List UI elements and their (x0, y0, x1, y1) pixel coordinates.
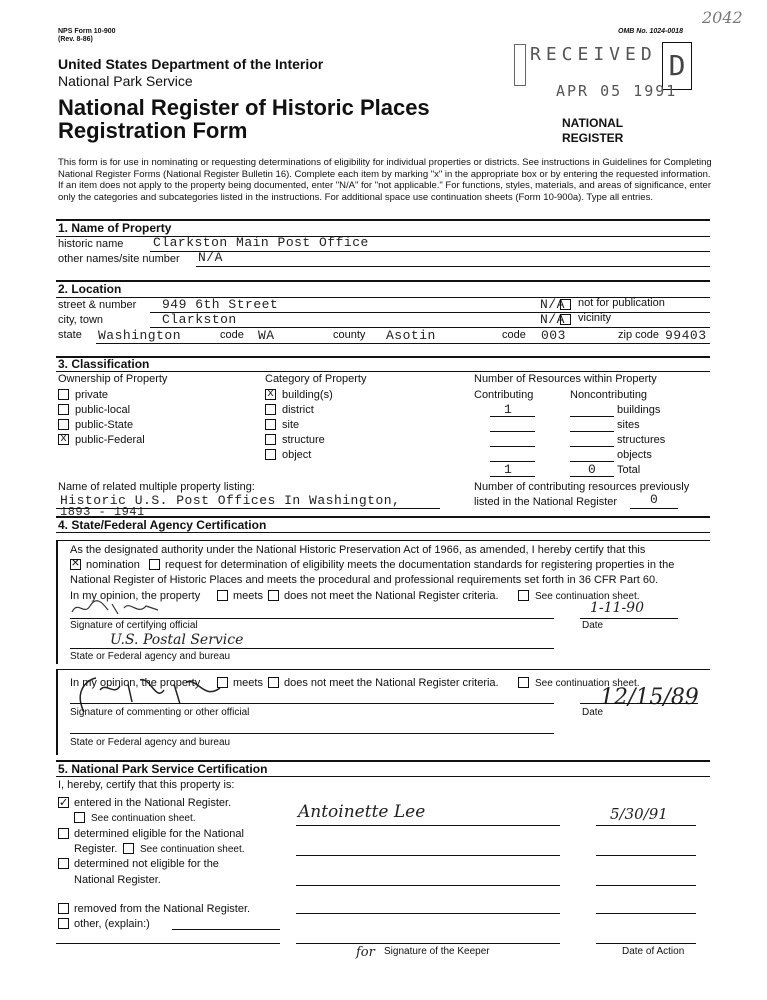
not-meets-checkbox[interactable] (268, 590, 279, 601)
street-value[interactable]: 949 6th Street (162, 297, 279, 312)
res-total-label: Total (617, 464, 641, 476)
street-label: street & number (58, 299, 137, 311)
category-structure-label: structure (282, 434, 325, 446)
cont-sheet-checkbox-2[interactable] (518, 677, 529, 688)
cert-text-1: As the designated authority under the National Historic Preservation Act of 1966, as amended, I hereby certify that this (70, 544, 646, 556)
opinion-text-2: In my opinion, the property (70, 677, 201, 689)
stamp-d-box: D (662, 42, 692, 90)
category-site-label: site (282, 419, 300, 431)
form-title-2: Registration Form (58, 118, 248, 143)
omb-number: OMB No. 1024-0018 (618, 28, 683, 35)
agency-bureau-label-1: State or Federal agency and bureau (70, 651, 231, 662)
category-district-checkbox[interactable] (265, 404, 276, 415)
certifying-signature-label: Signature of certifying official (70, 620, 198, 631)
department: United States Department of the Interior (58, 56, 324, 72)
agency-bureau-label-2: State or Federal agency and bureau (70, 737, 231, 748)
nomination-checkbox[interactable]: × (71, 556, 80, 572)
nfp-label: not for publication (578, 297, 665, 309)
commenting-date-label: Date (582, 707, 604, 718)
city-label: city, town (58, 314, 104, 326)
other-label: other, (explain:) (74, 918, 150, 930)
certifying-date-label: Date (582, 620, 604, 631)
category-heading: Category of Property (265, 373, 367, 385)
commenting-signature-label: Signature of commenting or other official (70, 707, 250, 718)
entered-label: entered in the National Register. (74, 797, 232, 809)
ownership-heading: Ownership of Property (58, 373, 168, 385)
stamp-register: REGISTER (562, 131, 624, 145)
det-eligible-cont-label: See continuation sheet. (140, 844, 245, 855)
category-district-label: district (282, 404, 314, 416)
not-meets-label: does not meet the National Register criteria. (284, 590, 499, 602)
agency: National Park Service (58, 73, 193, 89)
meets-label: meets (233, 590, 263, 602)
meets-checkbox[interactable] (217, 590, 228, 601)
category-structure-checkbox[interactable] (265, 434, 276, 445)
vicinity-value[interactable]: N/A (540, 312, 565, 327)
section3-heading: 3. Classification (58, 357, 150, 371)
det-not-label-2: National Register. (74, 874, 161, 886)
other-checkbox[interactable] (58, 918, 69, 929)
stamp-bracket (514, 44, 526, 86)
section1-heading: 1. Name of Property (58, 221, 172, 235)
city-value[interactable]: Clarkston (162, 312, 237, 327)
noncontributing-heading: Noncontributing (570, 389, 648, 401)
entered-checkbox[interactable]: ✓ (59, 795, 68, 810)
entered-cont-checkbox[interactable] (74, 812, 85, 823)
resources-heading: Number of Resources within Property (474, 373, 657, 385)
county-value[interactable]: Asotin (386, 328, 436, 343)
county-label: county (333, 329, 366, 341)
nfp-checkbox[interactable] (560, 299, 571, 310)
category-object-label: object (282, 449, 312, 461)
historic-name-label: historic name (58, 238, 124, 250)
for-mark: for (356, 945, 375, 960)
state-code-value[interactable]: WA (258, 328, 275, 343)
removed-label: removed from the National Register. (74, 903, 251, 915)
res-structures-label: structures (617, 434, 666, 446)
request-checkbox[interactable] (149, 559, 160, 570)
commenting-date[interactable]: 12/15/89 (600, 685, 699, 710)
ownership-private-checkbox[interactable] (58, 389, 69, 400)
section2-heading: 2. Location (58, 282, 122, 296)
received-stamp: RECEIVED (530, 44, 657, 65)
historic-name-value[interactable]: Clarkston Main Post Office (153, 235, 369, 250)
certifying-date[interactable]: 1-11-90 (590, 600, 644, 616)
ownership-public-federal-checkbox[interactable]: x (58, 434, 69, 445)
cert-text-2: request for determination of eligibility meets the documentation standards for registering properties in the (165, 559, 675, 571)
county-code-value[interactable]: 003 (541, 328, 566, 343)
category-building-label: building(s) (282, 389, 333, 401)
category-building-checkbox[interactable]: x (265, 389, 276, 400)
state-label: state (58, 329, 82, 341)
page-mark: 2042 (702, 8, 743, 27)
mpl-value-2[interactable]: 1893 - 1941 (60, 505, 145, 519)
vicinity-checkbox[interactable] (560, 314, 571, 325)
keeper-signature-label: Signature of the Keeper (384, 946, 490, 957)
other-names-label: other names/site number (58, 253, 180, 265)
prev-listed-label-2: listed in the National Register (474, 496, 618, 508)
stamp-national: NATIONAL (562, 116, 624, 130)
cont-sheet-label-1: See continuation sheet. (535, 591, 640, 602)
state-value[interactable]: Washington (98, 328, 182, 343)
det-eligible-cont-checkbox[interactable] (123, 843, 134, 854)
det-not-label-1: determined not eligible for the (74, 858, 219, 870)
state-code-label: code (220, 329, 244, 341)
ownership-public-federal-label: public-Federal (75, 434, 145, 446)
ownership-public-state-label: public-State (75, 419, 134, 431)
ownership-public-local-label: public-local (75, 404, 131, 416)
certifying-signature (68, 596, 178, 620)
prev-listed-value[interactable]: 0 (650, 492, 659, 507)
mpl-label: Name of related multiple property listing: (58, 481, 255, 493)
form-title-1: National Register of Historic Places (58, 95, 430, 120)
removed-checkbox[interactable] (58, 903, 69, 914)
ownership-public-local-checkbox[interactable] (58, 404, 69, 415)
stamp-date: APR 05 1991 (556, 82, 678, 100)
keeper-intro: I, hereby, certify that this property is: (58, 779, 235, 791)
county-code-label: code (502, 329, 526, 341)
entered-cont-label: See continuation sheet. (91, 813, 196, 824)
det-eligible-label-1: determined eligible for the National (74, 828, 244, 840)
zip-value[interactable]: 99403 (665, 328, 707, 343)
meets-label-2: meets (233, 677, 263, 689)
vicinity-label: vicinity (578, 312, 612, 324)
cert-text-3: National Register of Historic Places and meets the procedural and professional requirements set forth in 36 CFR Part 60. (70, 574, 659, 586)
res-sites-label: sites (617, 419, 640, 431)
section5-heading: 5. National Park Service Certification (58, 762, 268, 776)
opinion-text: In my opinion, the property (70, 590, 201, 602)
ownership-public-state-checkbox[interactable] (58, 419, 69, 430)
agency-handwritten[interactable]: U.S. Postal Service (110, 632, 244, 648)
zip-label: zip code (618, 329, 659, 341)
keeper-date[interactable]: 5/30/91 (610, 805, 668, 823)
res-objects-label: objects (617, 449, 652, 461)
form-number: NPS Form 10-900 (58, 28, 116, 35)
form-revision: (Rev. 8-86) (58, 36, 93, 43)
det-not-checkbox[interactable] (58, 858, 69, 869)
category-site-checkbox[interactable] (265, 419, 276, 430)
category-object-checkbox[interactable] (265, 449, 276, 460)
res-buildings-label: buildings (617, 404, 661, 416)
other-names-value[interactable]: N/A (198, 250, 223, 265)
section4-heading: 4. State/Federal Agency Certification (58, 518, 267, 532)
contrib-total[interactable]: 1 (504, 462, 513, 477)
instructions: This form is for use in nominating or requesting determinations of eligibility for individual properties or districts. See instructions in Guidelines for Completing National Register Forms (National Register Bulletin 16). Complete each item by marking "x" in the appropriate box or by entering the requested information. If an item does not apply to the property being documented, enter "N/A" for "not applicable." For functions, styles, materials, and areas of significance, enter only the categories and subcategories listed in the instructions. For additional space use continuation sheets (Form 10-900a). Type all entries. (58, 157, 712, 203)
contributing-heading: Contributing (474, 389, 534, 401)
prev-listed-label-1: Number of contributing resources previously (474, 481, 690, 493)
contrib-buildings[interactable]: 1 (504, 402, 513, 417)
nomination-label: nomination (86, 559, 140, 571)
cont-sheet-label-2: See continuation sheet. (535, 678, 640, 689)
not-meets-label-2: does not meet the National Register criteria. (284, 677, 499, 689)
cont-sheet-checkbox-1[interactable] (518, 590, 529, 601)
ownership-private-label: private (75, 389, 109, 401)
keeper-signature[interactable]: Antoinette Lee (298, 802, 426, 822)
nfp-value[interactable]: N/A (540, 297, 565, 312)
not-meets-checkbox-2[interactable] (268, 677, 279, 688)
det-eligible-label-2: Register. (74, 843, 118, 855)
noncontrib-total[interactable]: 0 (588, 462, 597, 477)
mpl-value-1[interactable]: Historic U.S. Post Offices In Washington, (60, 493, 401, 508)
det-eligible-checkbox[interactable] (58, 828, 69, 839)
date-of-action-label: Date of Action (622, 946, 685, 957)
